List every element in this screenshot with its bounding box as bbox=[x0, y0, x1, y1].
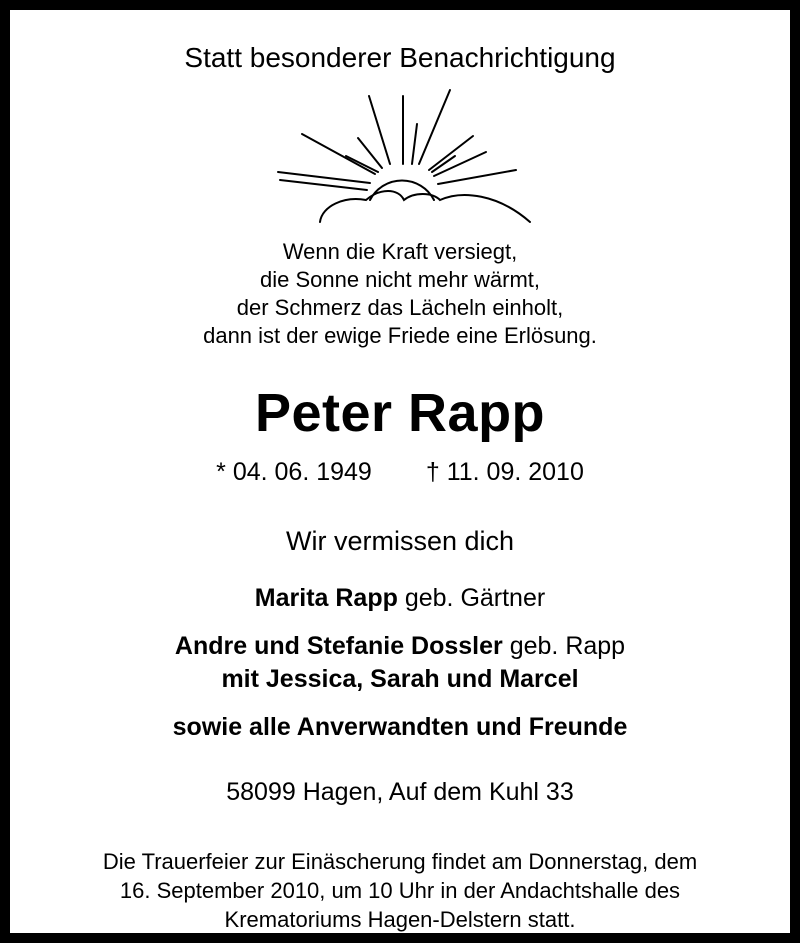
death-date: † 11. 09. 2010 bbox=[425, 458, 584, 486]
life-dates bbox=[10, 458, 790, 487]
family-name: sowie alle Anverwandten und Freunde bbox=[172, 713, 628, 741]
header-text: Statt besonderer Benachrichtigung bbox=[184, 42, 616, 73]
funeral-notice bbox=[10, 847, 790, 934]
birth-date: * 04. 06. 1949 bbox=[216, 458, 372, 486]
deceased-name: Peter Rapp bbox=[254, 383, 546, 443]
notice-line: Krematoriums Hagen-Delstern statt. bbox=[224, 907, 576, 932]
family-line bbox=[10, 665, 790, 694]
family-line bbox=[10, 632, 790, 661]
family-name: Andre und Stefanie Dossler bbox=[174, 632, 503, 660]
notice-line: 16. September 2010, um 10 Uhr in der Andachtshalle des bbox=[119, 878, 681, 903]
poem-line: die Sonne nicht mehr wärmt, bbox=[259, 267, 541, 292]
address: 58099 Hagen, Auf dem Kuhl 33 bbox=[226, 778, 574, 806]
poem bbox=[10, 238, 790, 350]
miss-you-text: Wir vermissen dich bbox=[285, 526, 515, 556]
poem-line: Wenn die Kraft versiegt, bbox=[282, 239, 518, 264]
poem-line: der Schmerz das Lächeln einholt, bbox=[236, 295, 564, 320]
family-line bbox=[10, 713, 790, 742]
poem-line: dann ist der ewige Friede eine Erlösung. bbox=[203, 323, 597, 348]
notice-line: Die Trauerfeier zur Einäscherung findet am Donnerstag, dem bbox=[102, 849, 698, 874]
family-suffix: geb. Gärtner bbox=[397, 584, 546, 612]
family-name: mit Jessica, Sarah und Marcel bbox=[221, 665, 579, 693]
sun-rising-behind-clouds-icon bbox=[272, 76, 542, 232]
family-line bbox=[10, 584, 790, 613]
family-suffix: geb. Rapp bbox=[502, 632, 626, 660]
family-name: Marita Rapp bbox=[254, 584, 398, 612]
